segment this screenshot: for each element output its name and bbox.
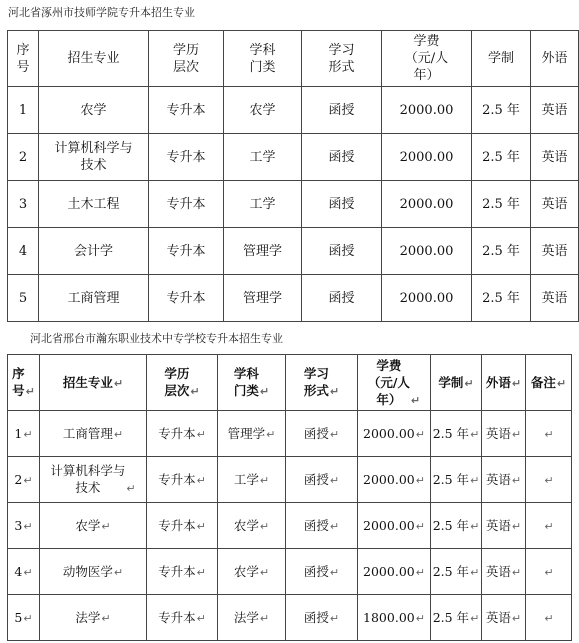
table1-cell bbox=[472, 87, 531, 134]
table2-cell bbox=[147, 457, 218, 503]
paragraph-mark-icon: ↵ bbox=[23, 565, 33, 579]
table2-cell bbox=[147, 503, 218, 549]
paragraph-mark-icon: ↵ bbox=[470, 611, 480, 625]
table2-cell-text: 管理学 bbox=[227, 425, 266, 441]
table1-cell bbox=[382, 181, 472, 228]
paragraph-mark-icon: ↵ bbox=[511, 376, 522, 390]
table2-cell-text: 英语 bbox=[485, 471, 511, 487]
table2-cell bbox=[526, 411, 572, 457]
table-row bbox=[8, 549, 572, 595]
paragraph-mark-icon: ↵ bbox=[415, 519, 425, 533]
table1-cell bbox=[382, 134, 472, 181]
paragraph-mark-icon: ↵ bbox=[23, 473, 33, 487]
table1-cell-text: 函授 bbox=[328, 290, 355, 306]
paragraph-mark-icon: ↵ bbox=[329, 385, 340, 398]
table1-cell bbox=[224, 134, 302, 181]
paragraph-mark-icon: ↵ bbox=[470, 565, 480, 579]
table1-cell bbox=[302, 275, 382, 322]
table2-caption: 河北省邢台市瀚东职业技术中专学校专升本招生专业 bbox=[30, 332, 283, 345]
table1-cell-text: 英语 bbox=[541, 102, 568, 118]
paragraph-mark-icon: ↵ bbox=[329, 611, 340, 625]
table2-cell bbox=[482, 457, 526, 503]
table2-cell bbox=[358, 503, 431, 549]
table1 bbox=[7, 30, 579, 322]
paragraph-mark-icon: ↵ bbox=[470, 427, 480, 441]
paragraph-mark-icon: ↵ bbox=[266, 427, 276, 441]
table2-cell bbox=[526, 595, 572, 641]
paragraph-mark-icon: ↵ bbox=[259, 611, 270, 625]
table1-cell-text: 土木工程 bbox=[67, 196, 120, 212]
table2-cell-text: 2.5 年 bbox=[432, 471, 470, 487]
table1-cell-text: 英语 bbox=[541, 290, 568, 306]
table2-cell-text: 农学 bbox=[233, 563, 259, 579]
table2-cell bbox=[526, 549, 572, 595]
table1-cell-text: 专升本 bbox=[166, 290, 206, 306]
table2-header-text: 学费 （元/人 年） bbox=[367, 357, 410, 407]
table2-header-cell bbox=[526, 355, 572, 411]
paragraph-mark-icon: ↵ bbox=[556, 376, 567, 390]
table2-cell-text: 2.5 年 bbox=[432, 609, 470, 625]
table1-cell-text: 英语 bbox=[541, 243, 568, 259]
table1-cell-text: 2.5 年 bbox=[482, 149, 520, 165]
table2-cell bbox=[286, 457, 358, 503]
table1-cell-text: 专升本 bbox=[166, 149, 206, 165]
table2-cell bbox=[286, 549, 358, 595]
paragraph-mark-icon: ↵ bbox=[415, 611, 425, 625]
table2-header-text: 学习 形式 bbox=[303, 366, 329, 398]
table2-cell-text: 2000.00 bbox=[363, 425, 415, 441]
table2-cell bbox=[8, 411, 40, 457]
paragraph-mark-icon: ↵ bbox=[511, 611, 522, 625]
table2-cell bbox=[526, 503, 572, 549]
table2-cell bbox=[218, 411, 286, 457]
table2-header-cell bbox=[147, 355, 218, 411]
paragraph-mark-icon: ↵ bbox=[196, 611, 206, 625]
table2-cell-text: 2000.00 bbox=[363, 563, 415, 579]
table2 bbox=[7, 354, 572, 641]
table2-cell-text: 2.5 年 bbox=[432, 517, 470, 533]
table1-cell-text: 工学 bbox=[249, 149, 276, 165]
table1-cell-text: 函授 bbox=[328, 196, 355, 212]
paragraph-mark-icon: ↵ bbox=[196, 565, 206, 579]
table1-header-cell bbox=[8, 31, 39, 87]
table2-cell-text: 4 bbox=[14, 563, 23, 579]
table2-cell bbox=[526, 457, 572, 503]
paragraph-mark-icon: ↵ bbox=[259, 519, 270, 533]
table2-cell-text: 5 bbox=[14, 609, 23, 625]
table1-cell bbox=[149, 134, 224, 181]
table2-header-text: 序 号 bbox=[12, 366, 25, 398]
table2-cell-text: 专升本 bbox=[158, 517, 196, 533]
table1-header-text: 学制 bbox=[487, 51, 514, 66]
paragraph-mark-icon: ↵ bbox=[101, 519, 111, 533]
table1-cell-text: 2000.00 bbox=[399, 196, 454, 212]
table2-cell-text: 3 bbox=[14, 517, 23, 533]
table1-cell bbox=[39, 181, 149, 228]
paragraph-mark-icon: ↵ bbox=[196, 427, 206, 441]
table2-cell bbox=[431, 549, 482, 595]
table2-header-cell bbox=[482, 355, 526, 411]
table1-cell bbox=[531, 134, 579, 181]
table2-cell-text: 1 bbox=[14, 425, 23, 441]
table2-cell bbox=[482, 411, 526, 457]
table1-cell bbox=[382, 87, 472, 134]
table2-cell bbox=[8, 503, 40, 549]
paragraph-mark-icon: ↵ bbox=[464, 376, 474, 390]
table2-cell bbox=[147, 549, 218, 595]
table2-header-text: 学制 bbox=[438, 374, 464, 390]
table1-cell bbox=[382, 275, 472, 322]
table2-cell bbox=[147, 411, 218, 457]
table1-cell-text: 管理学 bbox=[242, 243, 282, 259]
table1-cell-text: 农学 bbox=[80, 102, 107, 118]
table1-cell-text: 2000.00 bbox=[399, 149, 454, 165]
table2-cell bbox=[218, 549, 286, 595]
table2-cell-text: 农学 bbox=[233, 517, 259, 533]
table2-cell bbox=[431, 457, 482, 503]
paragraph-mark-icon: ↵ bbox=[544, 473, 554, 487]
paragraph-mark-icon: ↵ bbox=[113, 427, 124, 441]
paragraph-mark-icon: ↵ bbox=[329, 427, 340, 441]
table1-header-text: 学习 形式 bbox=[328, 42, 355, 75]
table2-cell-text: 专升本 bbox=[158, 563, 196, 579]
table2-cell-text: 专升本 bbox=[158, 609, 196, 625]
table1-cell bbox=[8, 181, 39, 228]
table2-cell-text: 函授 bbox=[303, 563, 329, 579]
table1-cell-text: 计算机科学与 技术 bbox=[54, 141, 133, 173]
table2-header-text: 外语 bbox=[485, 374, 511, 390]
paragraph-mark-icon: ↵ bbox=[470, 519, 480, 533]
table1-cell-text: 1 bbox=[18, 102, 28, 118]
paragraph-mark-icon: ↵ bbox=[544, 427, 554, 441]
table2-cell-text: 英语 bbox=[485, 425, 511, 441]
table2-cell-text: 工商管理 bbox=[62, 425, 113, 441]
table1-cell-text: 2.5 年 bbox=[482, 196, 520, 212]
table-row bbox=[8, 228, 579, 275]
table1-body bbox=[8, 87, 579, 322]
paragraph-mark-icon: ↵ bbox=[101, 611, 111, 625]
table2-cell bbox=[286, 595, 358, 641]
table1-cell bbox=[472, 228, 531, 275]
paragraph-mark-icon: ↵ bbox=[23, 611, 33, 625]
table2-cell-text: 1800.00 bbox=[363, 609, 415, 625]
table1-cell-text: 管理学 bbox=[242, 290, 282, 306]
table1-cell bbox=[224, 181, 302, 228]
table2-body bbox=[8, 411, 572, 641]
table1-cell-text: 2.5 年 bbox=[482, 290, 520, 306]
table2-cell bbox=[286, 411, 358, 457]
table2-cell-text: 动物医学 bbox=[62, 563, 113, 579]
table2-cell-text: 法学 bbox=[233, 609, 259, 625]
table2-cell bbox=[8, 549, 40, 595]
table1-cell bbox=[39, 275, 149, 322]
table1-header-text: 序 号 bbox=[16, 42, 30, 75]
table2-cell-text: 英语 bbox=[485, 563, 511, 579]
table1-cell bbox=[8, 275, 39, 322]
table1-cell bbox=[302, 181, 382, 228]
table1-cell bbox=[302, 87, 382, 134]
table1-cell-text: 2.5 年 bbox=[482, 243, 520, 259]
table2-header-cell bbox=[218, 355, 286, 411]
table1-cell-text: 函授 bbox=[328, 149, 355, 165]
table1-cell bbox=[531, 87, 579, 134]
table-row bbox=[8, 87, 579, 134]
table2-cell bbox=[8, 595, 40, 641]
paragraph-mark-icon: ↵ bbox=[23, 427, 33, 441]
table1-cell bbox=[149, 228, 224, 275]
table2-cell-text: 专升本 bbox=[158, 471, 196, 487]
paragraph-mark-icon: ↵ bbox=[415, 473, 425, 487]
table1-cell bbox=[39, 87, 149, 134]
table1-cell-text: 函授 bbox=[328, 243, 355, 259]
table1-header-text: 学历 层次 bbox=[172, 42, 199, 75]
table1-cell bbox=[149, 275, 224, 322]
paragraph-mark-icon: ↵ bbox=[415, 565, 425, 579]
table-row bbox=[8, 411, 572, 457]
table1-cell-text: 3 bbox=[18, 196, 28, 212]
paragraph-mark-icon: ↵ bbox=[544, 565, 554, 579]
table1-cell-text: 2 bbox=[18, 149, 28, 165]
paragraph-mark-icon: ↵ bbox=[511, 519, 522, 533]
table1-cell bbox=[224, 87, 302, 134]
table2-header-text: 学历 层次 bbox=[164, 366, 190, 398]
table2-cell-text: 2.5 年 bbox=[432, 563, 470, 579]
paragraph-mark-icon: ↵ bbox=[410, 393, 421, 407]
table2-cell bbox=[286, 503, 358, 549]
table2-cell-text: 英语 bbox=[485, 609, 511, 625]
table2-header-cell bbox=[286, 355, 358, 411]
table1-cell bbox=[531, 228, 579, 275]
table1-cell bbox=[8, 228, 39, 275]
table1-cell-text: 工学 bbox=[249, 196, 276, 212]
table1-cell-text: 2000.00 bbox=[399, 290, 454, 306]
table1-header-cell bbox=[472, 31, 531, 87]
table-row bbox=[8, 181, 579, 228]
table1-cell-text: 英语 bbox=[541, 196, 568, 212]
table1-cell-text: 函授 bbox=[328, 102, 355, 118]
table-row bbox=[8, 503, 572, 549]
paragraph-mark-icon: ↵ bbox=[511, 427, 522, 441]
table1-cell-text: 2000.00 bbox=[399, 102, 454, 118]
table2-cell-text: 2 bbox=[14, 471, 23, 487]
table1-cell bbox=[149, 181, 224, 228]
table1-header-text: 学费 （元/人 年） bbox=[404, 34, 449, 83]
table2-cell bbox=[40, 503, 147, 549]
table1-cell-text: 英语 bbox=[541, 149, 568, 165]
table2-cell bbox=[40, 595, 147, 641]
table1-header-row bbox=[8, 31, 579, 87]
paragraph-mark-icon: ↵ bbox=[259, 473, 270, 487]
table2-header-text: 学科 门类 bbox=[233, 366, 259, 398]
table2-cell bbox=[358, 457, 431, 503]
table2-cell bbox=[358, 411, 431, 457]
table2-cell-text: 农学 bbox=[75, 517, 101, 533]
table2-cell bbox=[147, 595, 218, 641]
paragraph-mark-icon: ↵ bbox=[511, 473, 522, 487]
table2-cell bbox=[482, 595, 526, 641]
table2-cell-text: 工学 bbox=[233, 471, 259, 487]
table1-cell bbox=[8, 87, 39, 134]
table2-cell bbox=[431, 411, 482, 457]
table1-cell bbox=[149, 87, 224, 134]
table1-header-cell bbox=[382, 31, 472, 87]
table2-cell-text: 2000.00 bbox=[363, 471, 415, 487]
table1-header-cell bbox=[149, 31, 224, 87]
table2-cell-text: 英语 bbox=[485, 517, 511, 533]
table2-cell bbox=[482, 549, 526, 595]
table2-header-cell bbox=[8, 355, 40, 411]
table2-cell bbox=[40, 411, 147, 457]
table1-cell bbox=[472, 134, 531, 181]
table2-header-row bbox=[8, 355, 572, 411]
table2-cell-text: 函授 bbox=[303, 425, 329, 441]
table2-cell-text: 2.5 年 bbox=[432, 425, 470, 441]
paragraph-mark-icon: ↵ bbox=[329, 519, 340, 533]
table1-cell bbox=[224, 228, 302, 275]
paragraph-mark-icon: ↵ bbox=[259, 565, 270, 579]
paragraph-mark-icon: ↵ bbox=[329, 565, 340, 579]
table2-cell bbox=[482, 503, 526, 549]
paragraph-mark-icon: ↵ bbox=[470, 473, 480, 487]
table2-cell bbox=[218, 503, 286, 549]
paragraph-mark-icon: ↵ bbox=[329, 473, 340, 487]
table1-cell-text: 专升本 bbox=[166, 196, 206, 212]
table1-cell bbox=[382, 228, 472, 275]
table-row bbox=[8, 595, 572, 641]
paragraph-mark-icon: ↵ bbox=[113, 376, 124, 390]
table2-cell-text: 函授 bbox=[303, 517, 329, 533]
paragraph-mark-icon: ↵ bbox=[23, 519, 33, 533]
table2-cell-text: 函授 bbox=[303, 471, 329, 487]
table1-cell bbox=[531, 275, 579, 322]
table2-header-cell bbox=[40, 355, 147, 411]
paragraph-mark-icon: ↵ bbox=[196, 519, 206, 533]
paragraph-mark-icon: ↵ bbox=[415, 427, 425, 441]
table2-cell-text: 专升本 bbox=[158, 425, 196, 441]
table2-cell bbox=[40, 457, 147, 503]
table1-cell-text: 4 bbox=[18, 243, 28, 259]
paragraph-mark-icon: ↵ bbox=[544, 611, 554, 625]
table2-cell bbox=[218, 595, 286, 641]
table1-header-cell bbox=[224, 31, 302, 87]
table2-cell bbox=[358, 549, 431, 595]
paragraph-mark-icon: ↵ bbox=[196, 473, 206, 487]
table-row bbox=[8, 134, 579, 181]
table1-cell bbox=[39, 228, 149, 275]
table2-cell bbox=[218, 457, 286, 503]
table2-cell-text: 函授 bbox=[303, 609, 329, 625]
table2-header-cell bbox=[358, 355, 431, 411]
table-row bbox=[8, 457, 572, 503]
table1-cell-text: 5 bbox=[18, 290, 28, 306]
table1-cell bbox=[472, 181, 531, 228]
paragraph-mark-icon: ↵ bbox=[25, 385, 35, 398]
table1-cell-text: 农学 bbox=[249, 102, 276, 118]
table2-cell bbox=[358, 595, 431, 641]
table1-header-cell bbox=[531, 31, 579, 87]
table1-cell bbox=[302, 228, 382, 275]
table2-header-cell bbox=[431, 355, 482, 411]
table2-header-text: 备注 bbox=[530, 374, 556, 390]
paragraph-mark-icon: ↵ bbox=[126, 482, 136, 495]
table-row bbox=[8, 275, 579, 322]
table1-header-text: 外语 bbox=[541, 51, 568, 66]
table1-header-cell bbox=[39, 31, 149, 87]
table1-cell bbox=[224, 275, 302, 322]
table1-cell bbox=[472, 275, 531, 322]
table1-header-cell bbox=[302, 31, 382, 87]
table1-cell bbox=[531, 181, 579, 228]
table2-cell bbox=[40, 549, 147, 595]
table1-cell bbox=[302, 134, 382, 181]
table2-cell-text: 计算机科学与 技术 bbox=[50, 463, 126, 495]
paragraph-mark-icon: ↵ bbox=[113, 565, 124, 579]
table2-cell bbox=[8, 457, 40, 503]
table2-cell-text: 2000.00 bbox=[363, 517, 415, 533]
table2-cell bbox=[431, 595, 482, 641]
table1-header-text: 招生专业 bbox=[67, 51, 120, 66]
table1-cell-text: 工商管理 bbox=[67, 290, 120, 306]
table1-header-text: 学科 门类 bbox=[249, 42, 276, 75]
table2-header-text: 招生专业 bbox=[62, 374, 113, 390]
paragraph-mark-icon: ↵ bbox=[259, 385, 270, 398]
table1-cell-text: 会计学 bbox=[73, 243, 113, 259]
table1-cell-text: 2000.00 bbox=[399, 243, 454, 259]
table1-cell-text: 2.5 年 bbox=[482, 102, 520, 118]
table1-cell bbox=[39, 134, 149, 181]
table1-cell-text: 专升本 bbox=[166, 102, 206, 118]
table2-cell-text: 法学 bbox=[75, 609, 101, 625]
table2-cell bbox=[431, 503, 482, 549]
paragraph-mark-icon: ↵ bbox=[511, 565, 522, 579]
table1-cell bbox=[8, 134, 39, 181]
table1-caption: 河北省涿州市技师学院专升本招生专业 bbox=[8, 6, 195, 19]
table1-cell-text: 专升本 bbox=[166, 243, 206, 259]
paragraph-mark-icon: ↵ bbox=[190, 385, 200, 398]
paragraph-mark-icon: ↵ bbox=[544, 519, 554, 533]
